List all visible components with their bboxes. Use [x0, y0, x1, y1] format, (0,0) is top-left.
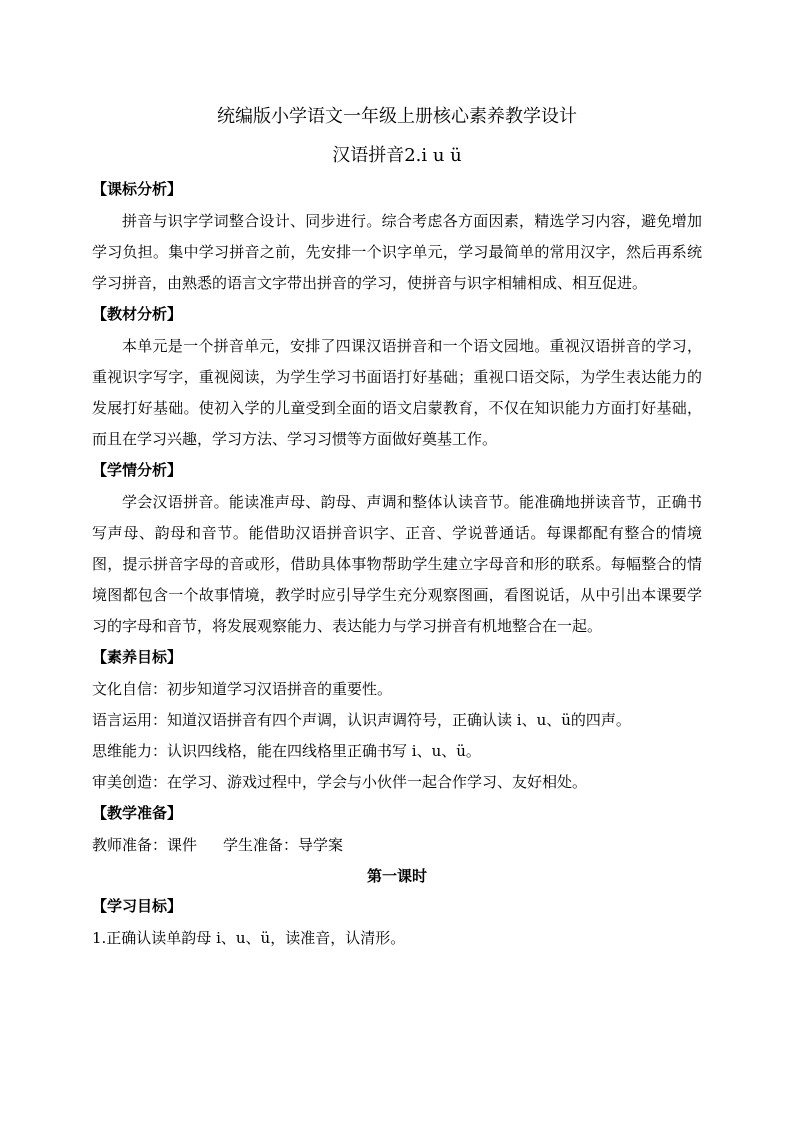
goal-aesthetic: 审美创造：在学习、游戏过程中，学会与小伙伴一起合作学习、友好相处。 — [92, 773, 588, 791]
textbook-text: 本单元是一个拼音单元，安排了四课汉语拼音和一个语文园地。重视汉语拼音的学习，重视识字写字，重视阅读，为学生学习书面语打好基础；重视口语交际，为学生表达能力的发展打好基础。使初入学的儿童受到全面的语文启蒙教育，不仅在知识能力方面打好基础，而且在学习兴趣，学习方法、学习习惯等方面做好奠基工作。 — [92, 337, 702, 448]
goals-heading: 【素养目标】 — [92, 648, 183, 666]
students-heading: 【学情分析】 — [92, 461, 183, 479]
objective-item: 1.正确认读单韵母 i、u、ü，读准音，认清形。 — [92, 929, 406, 947]
textbook-heading: 【教材分析】 — [92, 305, 183, 323]
objectives-heading: 【学习目标】 — [92, 897, 183, 915]
teacher-preparation: 教师准备：课件 — [92, 836, 198, 854]
curriculum-text: 拼音与识字学词整合设计、同步进行。综合考虑各方面因素，精选学习内容，避免增加学习负担。集中学习拼音之前，先安排一个识字单元，学习最简单的常用汉字，然后再系统学习拼音，由熟悉的语言文字带出拼音的学习，使拼音与识字相辅相成、相互促进。 — [92, 212, 702, 292]
document-title: 统编版小学语文一年级上册核心素养教学设计 — [217, 106, 577, 127]
lesson-title: 第一课时 — [366, 867, 427, 885]
document-subtitle: 汉语拼音2.i u ü — [332, 145, 462, 166]
goal-language: 语言运用：知道汉语拼音有四个声调，认识声调符号，正确认读 i、u、ü的四声。 — [92, 711, 631, 729]
students-text: 学会汉语拼音。能读准声母、韵母、声调和整体认读音节。能准确地拼读音节，正确书写声母、韵母和音节。能借助汉语拼音识字、正音、学说普通话。每课都配有整合的情境图，提示拼音字母的音或形，借助具体事物帮助学生建立字母音和形的联系。每幅整合的情境图都包含一个故事情境，教学时应引导学生充分观察图画，看图说话，从中引出本课要学习的字母和音节，将发展观察能力、表达能力与学习拼音有机地整合在一起。 — [92, 493, 702, 635]
student-preparation: 学生准备：导学案 — [223, 836, 344, 854]
preparation-heading: 【教学准备】 — [92, 804, 183, 822]
curriculum-heading: 【课标分析】 — [92, 180, 183, 198]
goal-culture: 文化自信：初步知道学习汉语拼音的重要性。 — [92, 680, 393, 698]
preparation-line — [92, 830, 702, 861]
goal-thinking: 思维能力：认识四线格，能在四线格里正确书写 i、u、ü。 — [92, 742, 481, 760]
